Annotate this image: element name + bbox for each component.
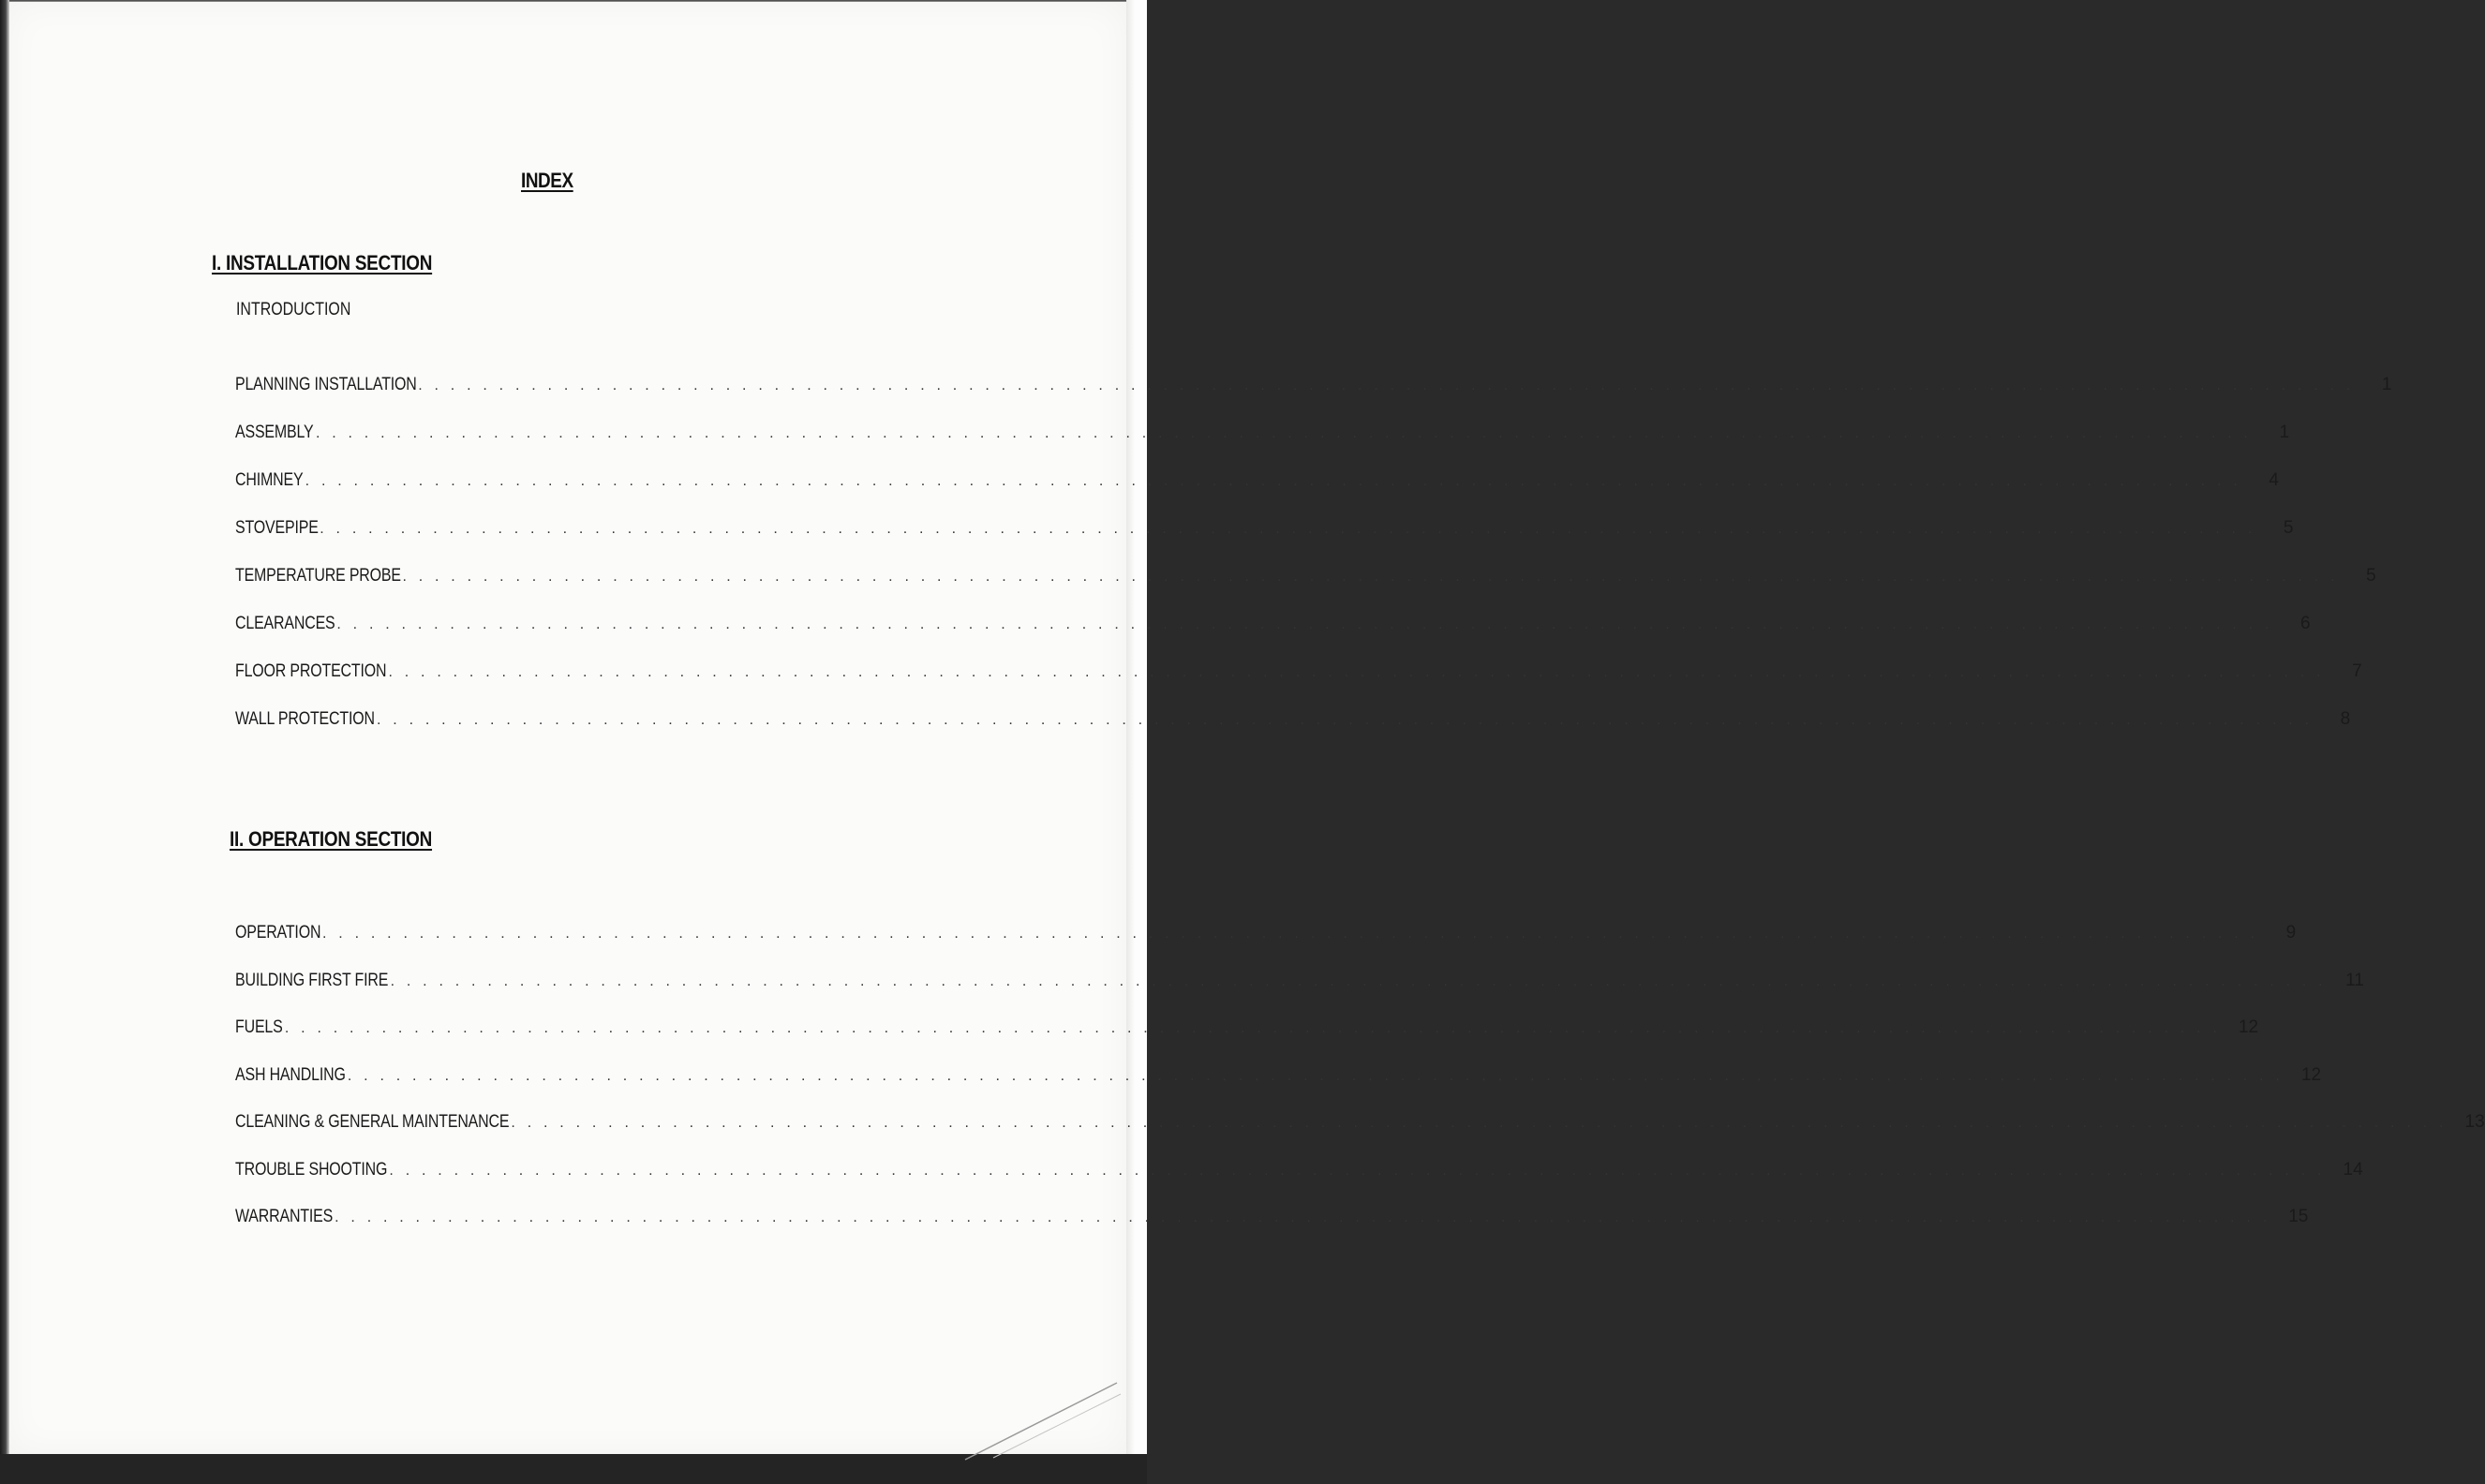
toc-entry-label: OPERATION: [235, 923, 321, 942]
toc-entry-page-number: 1: [2279, 423, 2290, 442]
toc-entry-page-number: 9: [2285, 923, 2297, 942]
toc-entry-page-number: 4: [2269, 470, 2279, 490]
page-edge-left: [0, 0, 9, 1484]
toc-leader-dots: . . . . . . . . . . . . . . . . . . . . . . . . . . . . . . . . . . . . . . . . . . . . . . . . . . . . . . . . . . . . . . . . . . . . . . . . . . . . . . . . . . . . . . . . . . . . . . . . . . . . . . . . . . . . . . . . . . . . . . . .: [284, 1020, 2222, 1036]
installation-section-heading: I. INSTALLATION SECTION: [212, 251, 433, 275]
toc-entry-page-number: 6: [2300, 614, 2311, 633]
toc-entry: [235, 1159, 2363, 1180]
toc-leader-dots: . . . . . . . . . . . . . . . . . . . . . . . . . . . . . . . . . . . . . . . . . . . . . . . . . . . . . . . . . . . . . . . . . . . . . . . . . . . . . . . . . . . . . . . . . . . . . . . . . . . . . . . . . . . . . . . . . . . . . . . .: [418, 378, 2355, 393]
toc-leader-dots: . . . . . . . . . . . . . . . . . . . . . . . . . . . . . . . . . . . . . . . . . . . . . . . . . . . . . . . . . . . . . . . . . . . . . . . . . . . . . . . . . . . . . . . . . . . . . . . . . . . . . . . . . . . . . . . . . . . . . . . .: [336, 616, 2273, 632]
index-title: INDEX: [521, 169, 573, 192]
toc-entry-label: CLEANING & GENERAL MAINTENANCE: [235, 1112, 510, 1132]
toc-leader-dots: . . . . . . . . . . . . . . . . . . . . . . . . . . . . . . . . . . . . . . . . . . . . . . . . . . . . . . . . . . . . . . . . . . . . . . . . . . . . . . . . . . . . . . . . . . . . . . . . . . . . . . . . . . . . . . . . . . . . . . . .: [320, 521, 2256, 537]
toc-leader-dots: . . . . . . . . . . . . . . . . . . . . . . . . . . . . . . . . . . . . . . . . . . . . . . . . . . . . . . . . . . . . . . . . . . . . . . . . . . . . . . . . . . . . . . . . . . . . . . . . . . . . . . . . . . . . . . . . . . . . . . . .: [305, 473, 2241, 489]
toc-entry-label: BUILDING FIRST FIRE: [235, 970, 389, 990]
toc-entry-page-number: 13: [2464, 1112, 2485, 1132]
toc-entry: [235, 709, 2351, 730]
toc-entry: [235, 375, 2392, 395]
toc-leader-dots: . . . . . . . . . . . . . . . . . . . . . . . . . . . . . . . . . . . . . . . . . . . . . . . . . . . . . . . . . . . . . . . . . . . . . . . . . . . . . . . . . . . . . . . . . . . . . . . . . . . . . . . . . . . . . . . . . . . . . . . .: [389, 1162, 2326, 1179]
toc-entry-label: ASSEMBLY: [235, 423, 314, 442]
toc-entry: [235, 1064, 2322, 1086]
toc-entry: [235, 661, 2362, 682]
toc-leader-dots: . . . . . . . . . . . . . . . . . . . . . . . . . . . . . . . . . . . . . . . . . . . . . . . . . . . . . . . . . . . . . . . . . . . . . . . . . . . . . . . . . . . . . . . . . . . . . . . . . . . . . . . . . . . . . . . . . . . . . . . .: [388, 664, 2325, 680]
toc-entry-label: CHIMNEY: [235, 470, 304, 490]
toc-leader-dots: . . . . . . . . . . . . . . . . . . . . . . . . . . . . . . . . . . . . . . . . . . . . . . . . . . . . . . . . . . . . . . . . . . . . . . . . . . . . . . . . . . . . . . . . . . . . . . . . . . . . . . . . . . . . . . . . . . . . . . . .: [315, 425, 2253, 441]
toc-entry: [235, 923, 2297, 943]
toc-entry-label: WALL PROTECTION: [235, 709, 375, 729]
toc-entry-label: TEMPERATURE PROBE: [235, 566, 401, 586]
toc-entry: [235, 566, 2376, 586]
page-corner-fold: [965, 1377, 1134, 1462]
toc-leader-dots: . . . . . . . . . . . . . . . . . . . . . . . . . . . . . . . . . . . . . . . . . . . . . . . . . . . . . . . . . . . . . . . . . . . . . . . . . . . . . . . . . . . . . . . . . . . . . . . . . . . . . . . . . . . . . . . . . . . . . . . .: [402, 569, 2339, 585]
toc-entry-label: FUELS: [235, 1017, 283, 1037]
toc-entry-page-number: 11: [2345, 970, 2364, 990]
toc-entry-page-number: 1: [2381, 375, 2392, 394]
toc-entry-page-number: 5: [2283, 518, 2294, 538]
page-edge-right: [1126, 0, 1147, 1484]
toc-entry-page-number: 12: [2300, 1064, 2322, 1085]
operation-section-heading: II. OPERATION SECTION: [230, 827, 433, 851]
toc-leader-dots: . . . . . . . . . . . . . . . . . . . . . . . . . . . . . . . . . . . . . . . . . . . . . . . . . . . . . . . . . . . . . . . . . . . . . . . . . . . . . . . . . . . . . . . . . . . . . . . . . . . . . . . . . . . . . . . . . . . . . . . .: [377, 712, 2314, 728]
toc-entry-label: FLOOR PROTECTION: [235, 661, 387, 681]
toc-leader-dots: . . . . . . . . . . . . . . . . . . . . . . . . . . . . . . . . . . . . . . . . . . . . . . . . . . . . . . . . . . . . . . . . . . . . . . . . . . . . . . . . . . . . . . . . . . . . . . . . . . . . . . . . . . . . . . . . . . . . . . . .: [347, 1067, 2284, 1084]
toc-entry: [235, 518, 2294, 539]
toc-entry-label: STOVEPIPE: [235, 518, 319, 538]
toc-entry: [235, 1017, 2259, 1038]
toc-entry-label: TROUBLE SHOOTING: [235, 1159, 388, 1180]
toc-entry-page-number: 8: [2340, 709, 2351, 729]
toc-entry: [235, 1207, 2309, 1227]
toc-entry: [235, 614, 2311, 634]
introduction-entry: INTRODUCTION: [236, 300, 351, 319]
toc-entry-page-number: 12: [2238, 1017, 2259, 1037]
toc-entry: [235, 423, 2290, 443]
toc-leader-dots: . . . . . . . . . . . . . . . . . . . . . . . . . . . . . . . . . . . . . . . . . . . . . . . . . . . . . . . . . . . . . . . . . . . . . . . . . . . . . . . . . . . . . . . . . . . . . . . . . . . . . . . . . . . . . . . . . . . . . . . .: [390, 972, 2327, 989]
toc-entry-label: WARRANTIES: [235, 1207, 334, 1226]
toc-entry-label: PLANNING INSTALLATION: [235, 375, 417, 394]
toc-entry-label: CLEARANCES: [235, 614, 335, 633]
toc-entry-page-number: 5: [2366, 566, 2376, 586]
toc-entry-page-number: 14: [2343, 1159, 2363, 1180]
toc-leader-dots: . . . . . . . . . . . . . . . . . . . . . . . . . . . . . . . . . . . . . . . . . . . . . . . . . . . . . . . . . . . . . . . . . . . . . . . . . . . . . . . . . . . . . . . . . . . . . . . . . . . . . . . . . . . . . . . . . . . . . . . .: [335, 1209, 2271, 1225]
toc-entry-label: ASH HANDLING: [235, 1064, 346, 1085]
toc-entry: [235, 970, 2364, 991]
toc-entry-page-number: 15: [2288, 1207, 2309, 1226]
toc-entry: [235, 470, 2279, 491]
toc-entry: [235, 1112, 2485, 1133]
toc-entry-page-number: 7: [2352, 661, 2362, 681]
toc-leader-dots: . . . . . . . . . . . . . . . . . . . . . . . . . . . . . . . . . . . . . . . . . . . . . . . . . . . . . . . . . . . . . . . . . . . . . . . . . . . . . . . . . . . . . . . . . . . . . . . . . . . . . . . . . . . . . . . . . . . . . . . .: [322, 926, 2259, 942]
toc-leader-dots: . . . . . . . . . . . . . . . . . . . . . . . . . . . . . . . . . . . . . . . . . . . . . . . . . . . . . . . . . . . . . . . . . . . . . . . . . . . . . . . . . . . . . . . . . . . . . . . . . . . . . . . . . . . . . . . . . . . . . . . .: [511, 1115, 2448, 1131]
